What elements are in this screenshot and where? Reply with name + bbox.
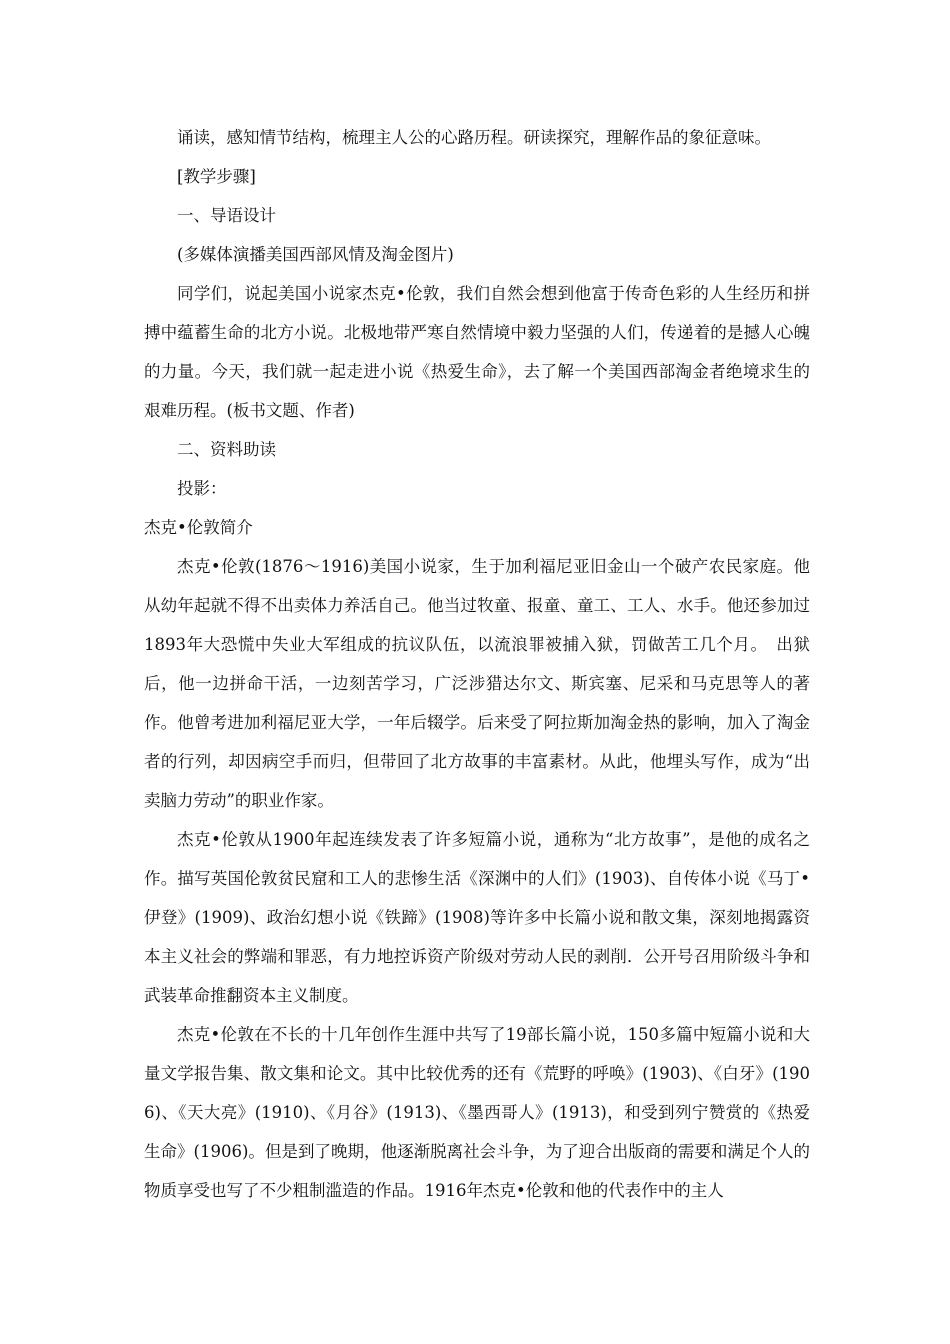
paragraph-author-life: 杰克•伦敦(1876～1916)美国小说家，生于加利福尼亚旧金山一个破产农民家庭。他从幼年起就不得不出卖体力养活自己。他当过牧童、报童、童工、工人、水手。他还参加过1893年大恐慌中失业大军组成的抗议队伍，以流浪罪被捕入狱，罚做苦工几个月。 出狱后，他一边拼命干活，一边刻苦学习，广泛涉猎达尔文、斯宾塞、尼采和马克思等人的著作。他曾考进加利福尼亚大学，一年后辍学。后来受了阿拉斯加淘金热的影响，加入了淘金者的行列，却因病空手而归，但带回了北方故事的丰富素材。从此，他埋头写作，成为“出卖脑力劳动”的职业作家。 <box>144 557 810 810</box>
paragraph-projection: 投影： <box>177 479 227 498</box>
heading-author-bio: 杰克•伦敦简介 <box>144 518 253 537</box>
paragraph-north-stories: 杰克•伦敦从1900年起连续发表了许多短篇小说，通称为“北方故事”，是他的成名之作。描写英国伦敦贫民窟和工人的悲惨生活《深渊中的人们》(1903)、自传体小说《马丁•伊登》(1909)、政治幻想小说《铁蹄》(1908)等许多中长篇小说和散文集，深刻地揭露资本主义社会的弊端和罪恶，有力地控诉资产阶级对劳动人民的剥削．公开号召用阶级斗争和武装革命推翻资本主义制度。 <box>144 830 810 1005</box>
paragraph-works: 杰克•伦敦在不长的十几年创作生涯中共写了19部长篇小说，150多篇中短篇小说和大量文学报告集、散文集和论文。其中比较优秀的还有《荒野的呼唤》(1903)、《白牙》(1906)、《天大亮》(1910)、《月谷》(1913)、《墨西哥人》(1913)，和受到列宁赞赏的《热爱生命》(1906)。但是到了晚期，他逐渐脱离社会斗争，为了迎合出版商的需要和满足个人的物质享受也写了不少粗制滥造的作品。1916年杰克•伦敦和他的代表作中的主人 <box>144 1025 810 1200</box>
document-page <box>144 118 810 1210</box>
paragraph-objectives: 诵读，感知情节结构，梳理主人公的心路历程。研读探究，理解作品的象征意味。 <box>177 128 771 147</box>
heading-intro-design: 一、导语设计 <box>177 206 276 225</box>
heading-teaching-steps: [教学步骤] <box>177 167 256 186</box>
paragraph-intro: 同学们，说起美国小说家杰克•伦敦，我们自然会想到他富于传奇色彩的人生经历和拼搏中蕴蓄生命的北方小说。北极地带严寒自然情境中毅力坚强的人们，传递着的是撼人心魄的力量。今天，我们就一起走进小说《热爱生命》，去了解一个美国西部淘金者绝境求生的艰难历程。(板书文题、作者) <box>144 284 810 420</box>
paragraph-multimedia-note: (多媒体演播美国西部风情及淘金图片) <box>177 245 454 264</box>
heading-reading-materials: 二、资料助读 <box>177 440 276 459</box>
